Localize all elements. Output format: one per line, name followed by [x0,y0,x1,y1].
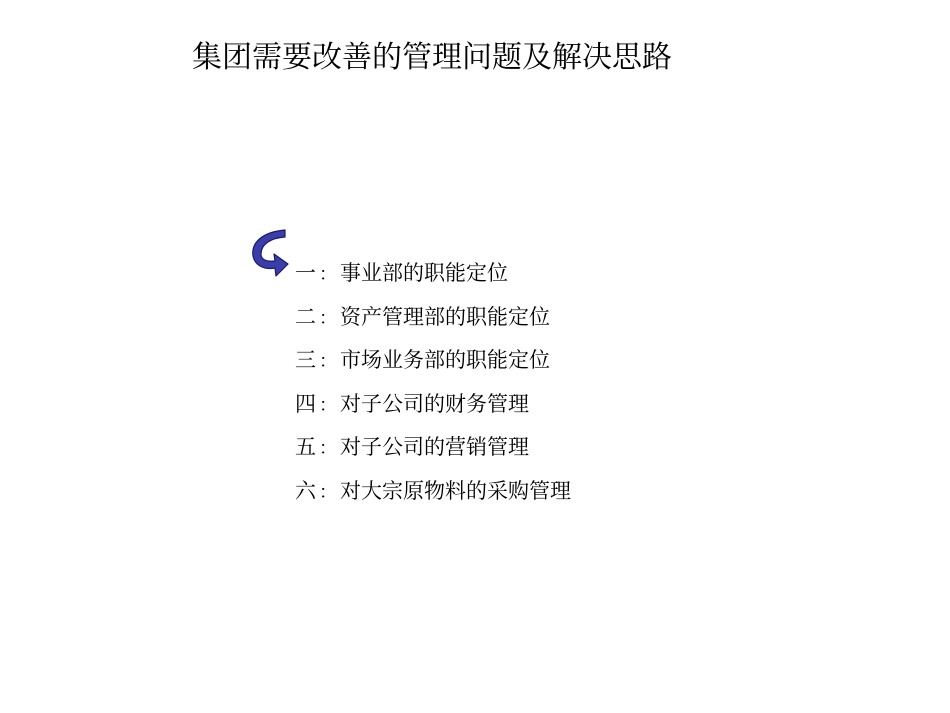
agenda-item-separator: ： [319,264,337,285]
agenda-item-text: 对子公司的营销管理 [340,435,529,460]
agenda-item-separator: ： [319,438,337,460]
agenda-list [295,254,571,516]
agenda-item-3 [295,341,571,385]
agenda-item-4 [295,385,571,429]
agenda-item-text: 对大宗原物料的采购管理 [340,478,571,503]
agenda-item-number: 六 [295,478,316,503]
agenda-item-5 [295,428,571,472]
agenda-item-number: 三 [295,348,316,373]
agenda-item-text: 对子公司的财务管理 [340,391,529,416]
agenda-item-6 [295,472,571,516]
agenda-item-number: 四 [295,391,316,416]
agenda-item-number: 二 [295,304,316,329]
agenda-item-text: 资产管理部的职能定位 [340,304,550,329]
agenda-item-separator: ： [319,481,337,503]
agenda-item-separator: ： [319,394,337,416]
page-title: 集团需要改善的管理问题及解决思路 [192,40,672,75]
agenda-item-text: 市场业务部的职能定位 [340,348,550,373]
agenda-item-number: 一 [295,261,316,285]
agenda-item-number: 五 [295,435,316,460]
curved-arrow-icon [249,228,291,280]
agenda-item-separator: ： [319,351,337,373]
agenda-item-text: 事业部的职能定位 [340,261,508,285]
agenda-item-2 [295,298,571,342]
agenda-item-1 [295,254,571,298]
agenda-item-separator: ： [319,307,337,329]
